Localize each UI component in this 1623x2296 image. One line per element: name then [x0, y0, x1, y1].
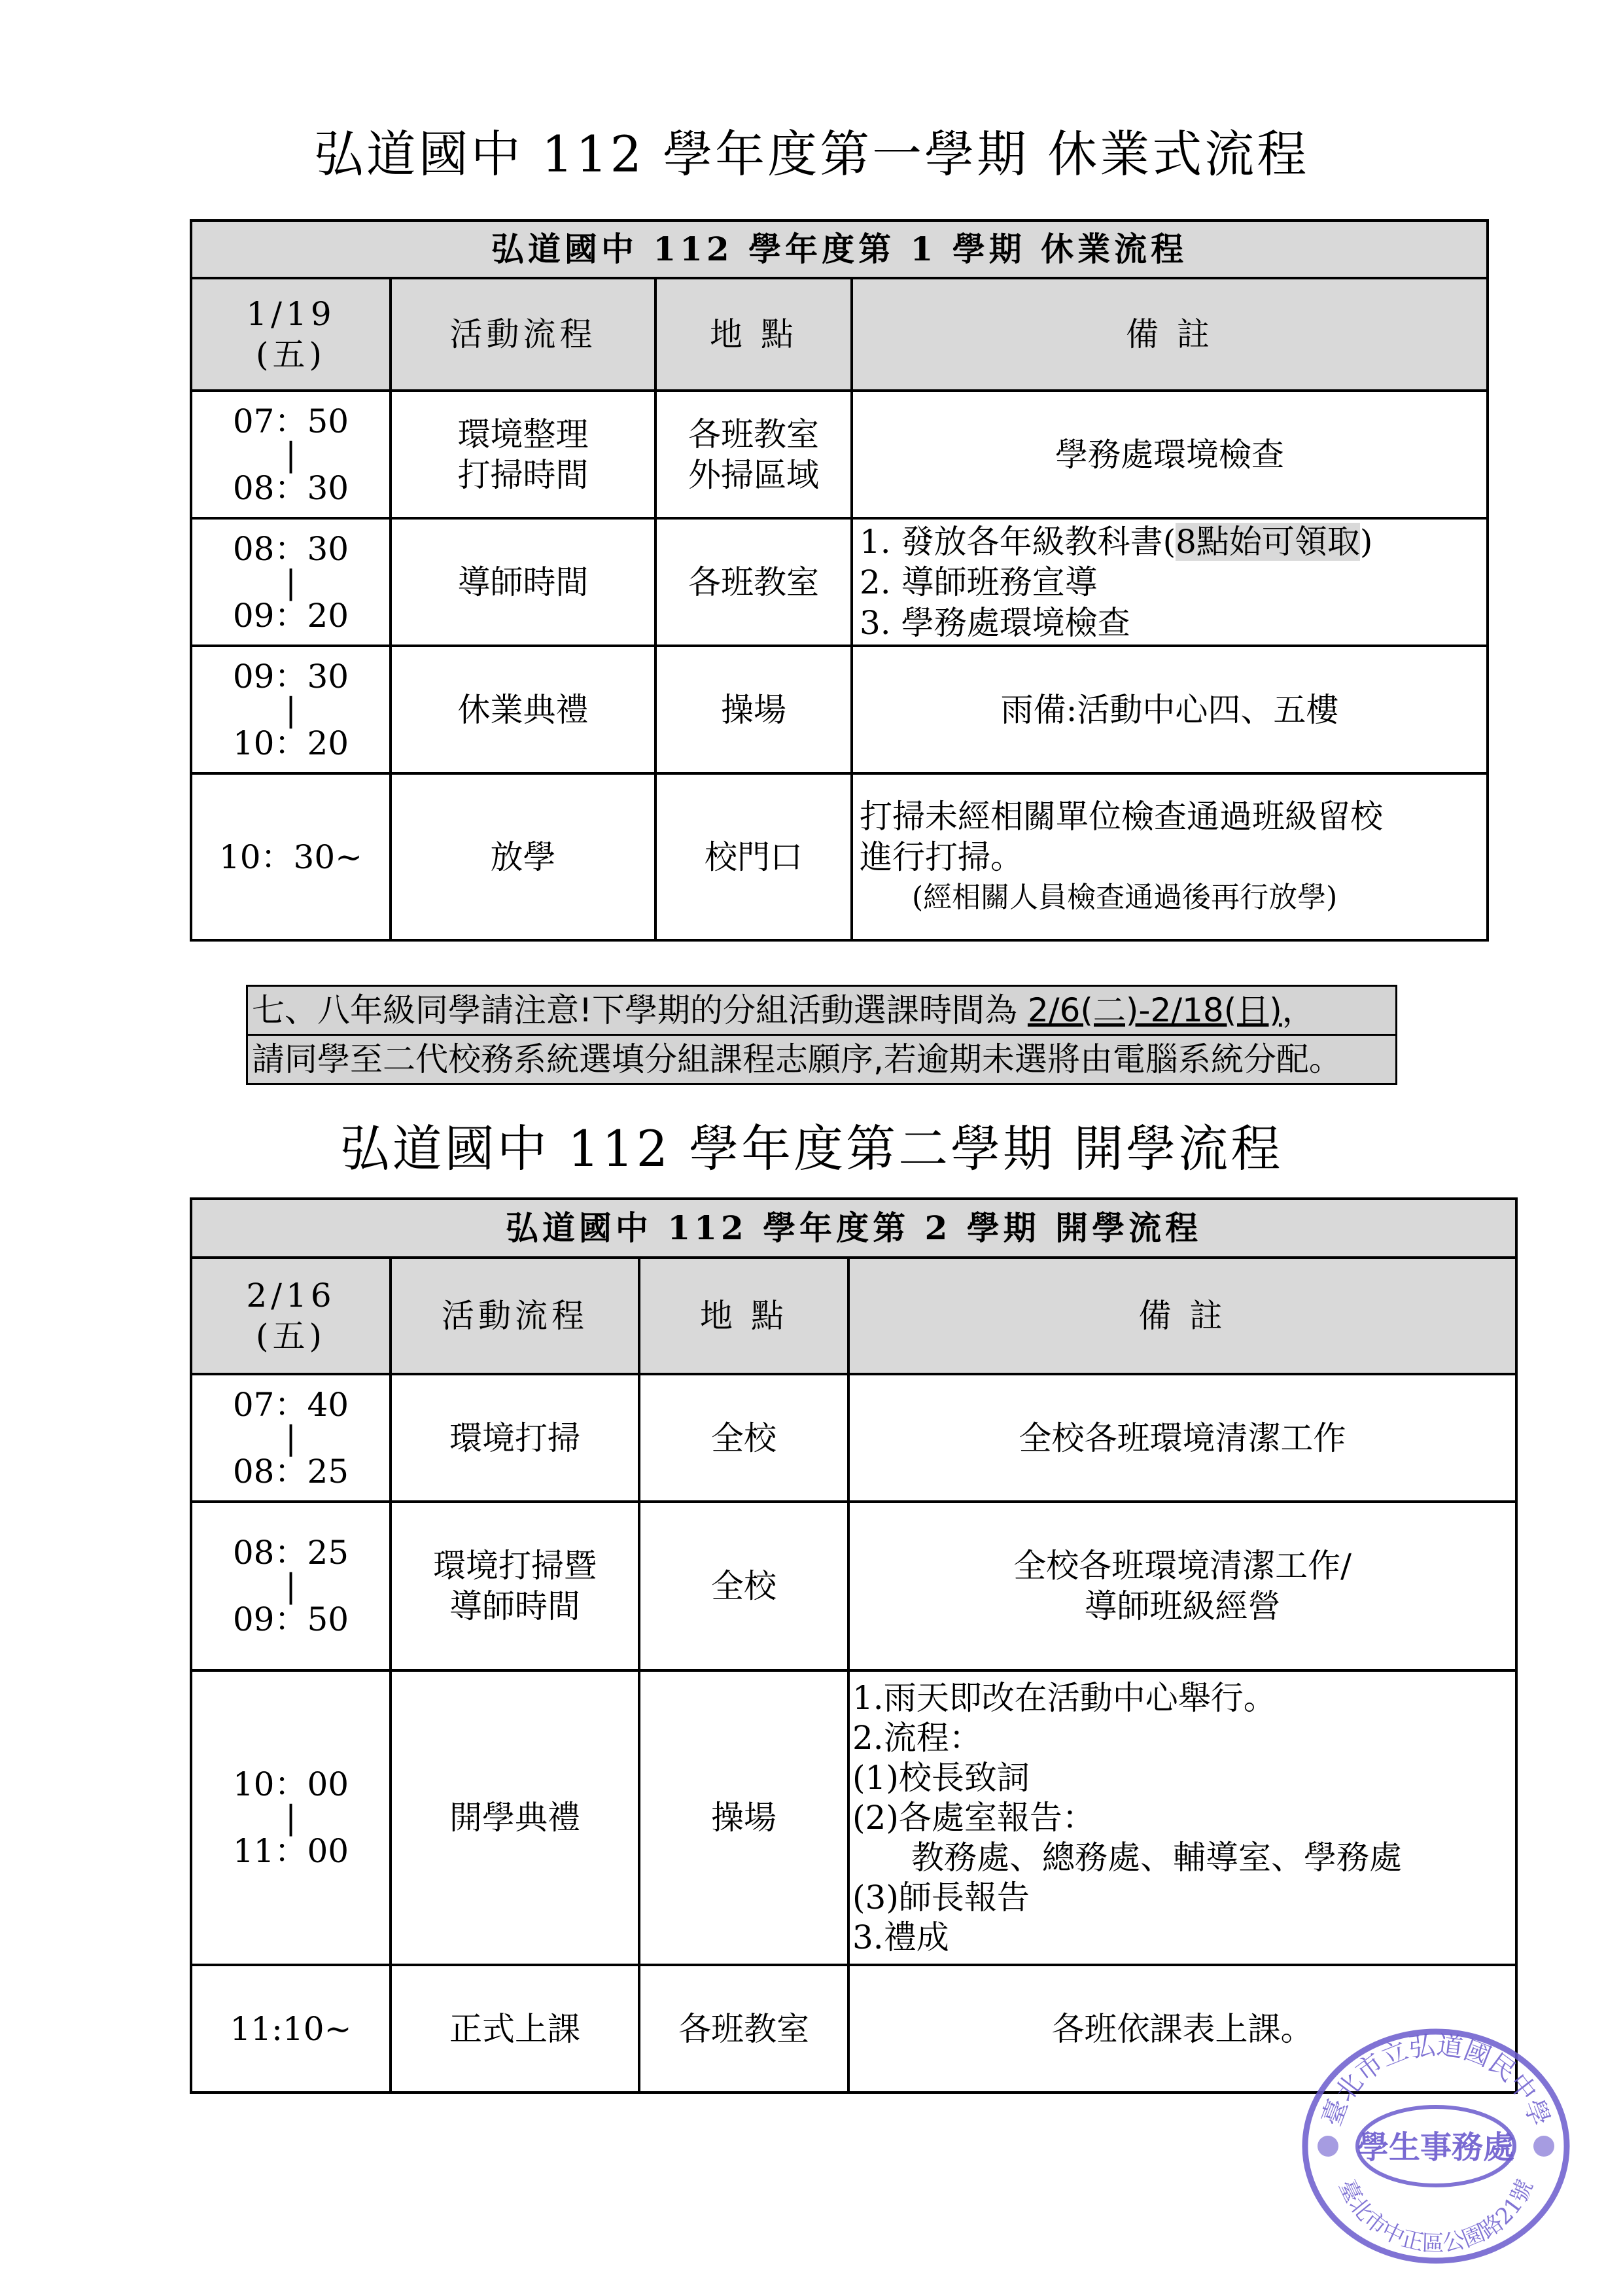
time-cell	[191, 1502, 391, 1670]
activity-cell: 正式上課	[391, 1965, 639, 2093]
note-item	[860, 521, 1486, 562]
table2-date-cell	[191, 1258, 391, 1374]
end-time: 09：50	[232, 1600, 349, 1638]
end-time: 10：20	[232, 724, 349, 762]
notice-line-2: 請同學至二代校務系統選填分組課程志願序,若逾期未選將由電腦系統分配。	[246, 1036, 1397, 1085]
time-cell	[191, 391, 391, 518]
table2-col-note: 備 註	[848, 1258, 1516, 1374]
notice-text: ，	[1282, 991, 1315, 1029]
table-row	[191, 518, 1488, 646]
time-cell: 10：30~	[191, 773, 391, 940]
time-cell: 11:10~	[191, 1965, 391, 2093]
note-item: (3)師長報告	[852, 1878, 1030, 1916]
seal-center-text: 學生事務處	[1357, 2129, 1515, 2166]
table-row	[191, 773, 1488, 940]
note-item: 2. 導師班務宣導	[860, 563, 1098, 601]
seal-flower-icon	[1318, 2136, 1338, 2157]
activity-line: 導師時間	[449, 1587, 580, 1625]
note-line: 進行打掃。	[860, 838, 1023, 876]
title-closing-ceremony: 弘道國中 112 學年度第一學期 休業式流程	[313, 125, 1310, 183]
table2-header: 弘道國中 112 學年度第 2 學期 開學流程	[191, 1199, 1516, 1258]
location-cell	[655, 391, 852, 518]
note-line: 打掃未經相關單位檢查通過班級留校	[860, 797, 1383, 836]
location-cell: 操場	[655, 646, 852, 773]
activity-cell	[391, 1502, 639, 1670]
location-cell: 各班教室	[655, 518, 852, 646]
time-separator: |	[285, 1419, 296, 1457]
notice-text: 七、八年級同學請注意!下學期的分組活動選課時間為	[252, 991, 1028, 1029]
note-line: 全校各班環境清潔工作/	[1013, 1547, 1352, 1585]
note-item: 3. 學務處環境檢查	[860, 603, 1130, 642]
note-line: 導師班級經營	[1084, 1587, 1281, 1625]
table1-date: 1/19	[246, 295, 336, 333]
opening-schedule-table	[190, 1197, 1518, 2094]
seal-top-text: 臺北市立弘道國民中學	[1316, 2030, 1556, 2130]
note-item: (1)校長致詞	[852, 1758, 1030, 1797]
table1-col-note: 備 註	[852, 278, 1488, 391]
elective-notice	[246, 985, 1397, 1085]
note-subline: (經相關人員檢查通過後再行放學)	[912, 880, 1338, 914]
closing-schedule-table	[190, 219, 1489, 942]
note-cell: 學務處環境檢查	[852, 391, 1488, 518]
note-item: (2)各處室報告：	[852, 1798, 1095, 1837]
note-cell: 各班依課表上課。	[848, 1965, 1516, 2093]
table-row	[191, 1670, 1516, 1965]
table1-col-activity: 活動流程	[391, 278, 655, 391]
note-cell	[852, 773, 1488, 940]
table1-col-location: 地 點	[655, 278, 852, 391]
table1-day: (五)	[255, 336, 326, 374]
location-cell: 各班教室	[639, 1965, 848, 2093]
start-time: 07：40	[232, 1385, 349, 1424]
end-time: 08：25	[232, 1452, 349, 1491]
table2-col-location: 地 點	[639, 1258, 848, 1374]
end-time: 11：00	[232, 1832, 349, 1870]
note-cell: 全校各班環境清潔工作	[848, 1374, 1516, 1502]
location-cell: 操場	[639, 1670, 848, 1965]
note-item: 3.禮成	[852, 1918, 949, 1956]
location-cell: 全校	[639, 1374, 848, 1502]
time-separator: |	[285, 690, 296, 729]
table2-date: 2/16	[246, 1277, 336, 1315]
time-cell	[191, 646, 391, 773]
notice-date-range: 2/6(二)-2/18(日)	[1027, 991, 1282, 1029]
note-cell	[852, 518, 1488, 646]
location-line: 外掃區域	[688, 455, 819, 494]
start-time: 08：25	[232, 1534, 349, 1572]
table2-day: (五)	[255, 1317, 326, 1355]
activity-line: 環境整理	[457, 415, 589, 453]
activity-cell: 放學	[391, 773, 655, 940]
note-cell	[848, 1670, 1516, 1965]
end-time: 09：20	[232, 596, 349, 635]
note-text: 1. 發放各年級教科書(	[860, 522, 1176, 561]
activity-line: 環境打掃暨	[433, 1547, 597, 1585]
time-cell	[191, 1670, 391, 1965]
start-time: 10：00	[232, 1765, 349, 1803]
time-separator: |	[285, 1567, 296, 1605]
activity-cell	[391, 391, 655, 518]
note-item: 2.流程：	[852, 1718, 982, 1757]
note-cell	[848, 1502, 1516, 1670]
note-item: 1.雨天即改在活動中心舉行。	[852, 1678, 1276, 1717]
note-highlight: 8點始可領取	[1176, 522, 1360, 561]
activity-line: 打掃時間	[457, 455, 589, 494]
activity-cell: 開學典禮	[391, 1670, 639, 1965]
activity-cell: 導師時間	[391, 518, 655, 646]
location-cell: 全校	[639, 1502, 848, 1670]
note-item: 教務處、總務處、輔導室、學務處	[911, 1838, 1402, 1877]
end-time: 08：30	[232, 468, 349, 507]
start-time: 07：50	[232, 402, 349, 440]
table-row	[191, 646, 1488, 773]
title-opening-ceremony: 弘道國中 112 學年度第二學期 開學流程	[340, 1120, 1283, 1178]
start-time: 08：30	[232, 529, 349, 568]
location-cell: 校門口	[655, 773, 852, 940]
office-seal	[1299, 2015, 1573, 2264]
note-cell: 雨備:活動中心四、五樓	[852, 646, 1488, 773]
notice-line-1	[246, 985, 1397, 1036]
table-row	[191, 1502, 1516, 1670]
activity-cell: 環境打掃	[391, 1374, 639, 1502]
time-separator: |	[285, 435, 296, 474]
table2-col-activity: 活動流程	[391, 1258, 639, 1374]
location-line: 各班教室	[688, 415, 819, 453]
time-cell	[191, 1374, 391, 1502]
note-text: )	[1359, 522, 1373, 561]
time-separator: |	[285, 1799, 296, 1837]
seal-bottom-text: 臺北市中正區公園路21號	[1333, 2176, 1539, 2257]
table1-header: 弘道國中 112 學年度第 1 學期 休業流程	[191, 221, 1488, 278]
table-row	[191, 391, 1488, 518]
activity-cell: 休業典禮	[391, 646, 655, 773]
time-separator: |	[285, 563, 296, 601]
time-cell	[191, 518, 391, 646]
seal-flower-icon	[1533, 2136, 1554, 2157]
table-row	[191, 1374, 1516, 1502]
table1-date-cell	[191, 278, 391, 391]
start-time: 09：30	[232, 657, 349, 696]
